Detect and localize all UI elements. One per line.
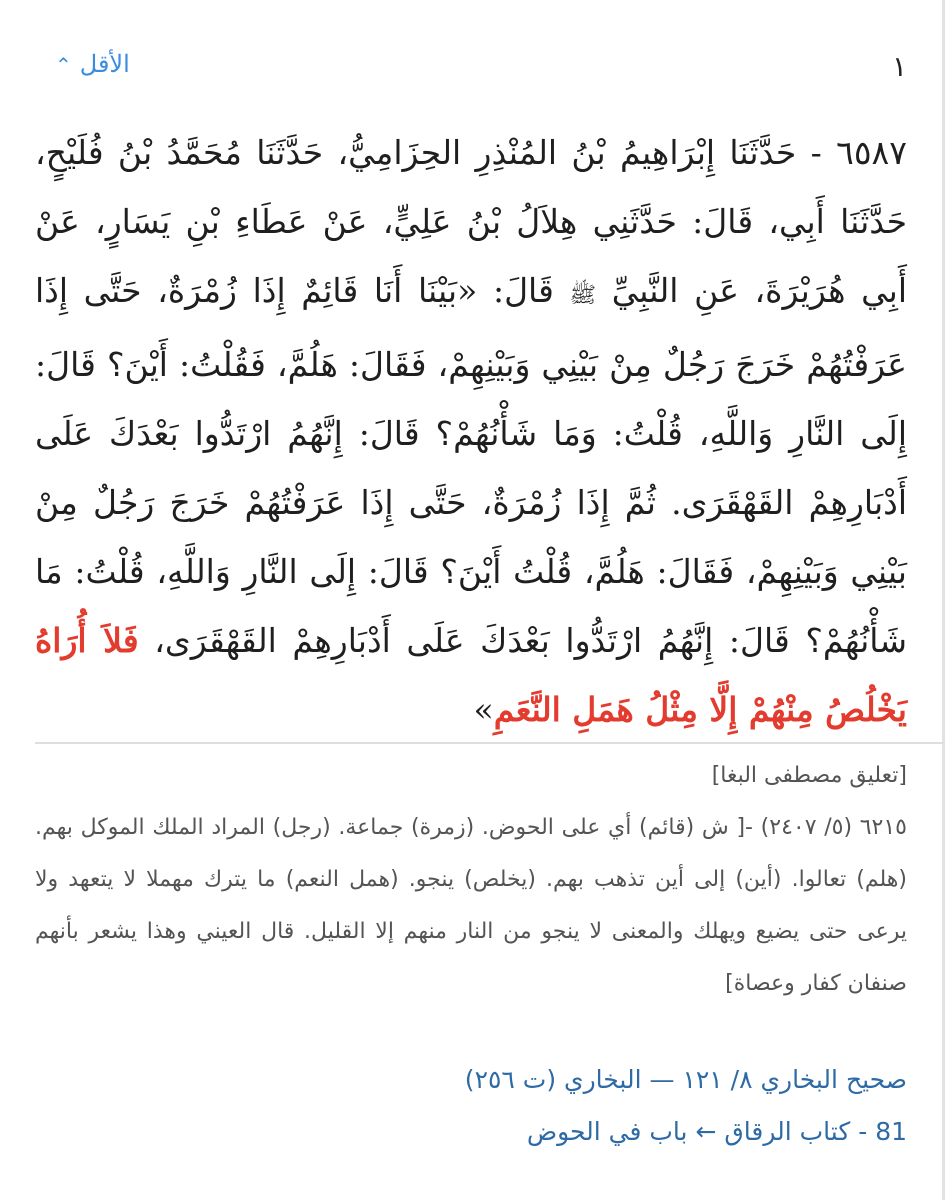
chapter-breadcrumb[interactable] [35,1106,907,1158]
hadith-rest-text: قَالَ: «بَيْنَا أَنَا قَائِمٌ إِذَا زُمْرَةٌ، حَتَّى إِذَا عَرَفْتُهُمْ خَرَجَ رَجُلٌ مِنْ بَيْنِي وَبَيْنِهِمْ، فَقَالَ: هَلُمَّ، فَقُلْتُ: أَيْنَ؟ قَالَ: إِلَى النَّارِ وَاللَّهِ، قُلْتُ: وَمَا شَأْنُهُمْ؟ قَالَ: إِنَّهُمُ ارْتَدُّوا بَعْدَكَ عَلَى أَدْبَارِهِمْ القَهْقَرَى. ثُمَّ إِذَا زُمْرَةٌ، حَتَّى إِذَا عَرَفْتُهُمْ خَرَجَ رَجُلٌ مِنْ بَيْنِي وَبَيْنِهِمْ، فَقَالَ: هَلُمَّ، قُلْتُ أَيْنَ؟ قَالَ: إِلَى النَّارِ وَاللَّهِ، قُلْتُ: مَا شَأْنُهُمْ؟ قَالَ: إِنَّهُمُ ارْتَدُّوا بَعْدَكَ عَلَى أَدْبَارِهِمْ القَهْقَرَى، [35,271,907,660]
chapter-name: باب في الحوض [526,1117,688,1146]
chapter-separator: - [858,1117,868,1146]
hadith-close-quote: » [473,690,494,729]
show-less-toggle[interactable] [55,50,130,78]
section-divider [35,742,945,744]
book-reference-link[interactable]: صحيح البخاري ٨/ ١٢١ — البخاري (ت ٢٥٦) [464,1065,907,1094]
source-reference [35,1054,907,1158]
header-bar [55,46,907,96]
hadith-text [35,118,907,744]
commentary-body: ٦٢١٥ (٥/ ٢٤٠٧) -[ ش (قائم) أي على الحوض. (زمرة) جماعة. (رجل) المراد الملك الموكل بهم. (هلم) تعالوا. (أين) إلى أين تذهب بهم. (يخلص) ينجو. (همل النعم) ما يترك مهملا لا يتعهد ولا يرعى حتى يضيع ويهلك والمعنى لا ينجو من النار منهم إلا القليل. قال العيني وهذا يشعر بأنهم صنفان كفار وعصاة] [35,815,907,996]
hadith-highlight-text: فَلاَ أُرَاهُ يَخْلُصُ مِنْهُمْ إِلَّا مِثْلُ هَمَلِ النَّعَمِ [35,621,907,729]
hadith-main-text: ٦٥٨٧ - حَدَّثَنَا إِبْرَاهِيمُ بْنُ المُنْذِرِ الحِزَامِيُّ، حَدَّثَنَا مُحَمَّدُ بْنُ فُلَيْحٍ، حَدَّثَنَا أَبِي، قَالَ: حَدَّثَنِي هِلاَلُ بْنُ عَلِيٍّ، عَنْ عَطَاءِ بْنِ يَسَارٍ، عَنْ أَبِي هُرَيْرَةَ، عَنِ النَّبِيِّ [35,133,907,310]
left-arrow-icon: ← [695,1117,717,1146]
commentary-heading: [تعليق مصطفى البغا] [711,763,907,788]
show-less-label: الأقل [79,50,130,78]
chevron-up-icon: ⌃ [55,53,72,77]
chapter-number: 81 [875,1117,907,1146]
commentary-section [35,750,907,1010]
salutation-glyph: ﷺ [569,283,597,308]
page-number: ١ [891,50,907,83]
book-name: كتاب الرقاق [724,1117,851,1146]
